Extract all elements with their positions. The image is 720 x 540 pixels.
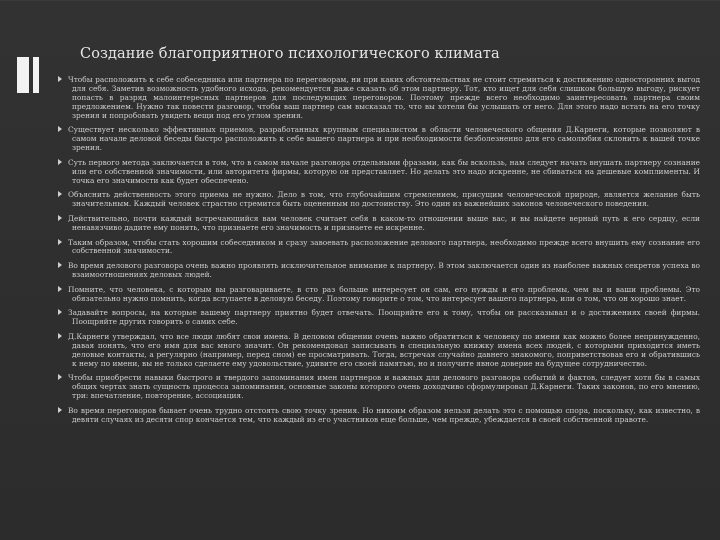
paragraph-text: Объяснить действенность этого приема не нужно. Дело в том, что глубочайшим стремлением, присущим человеческой природе, является желание быть значительным. Каждый человек страстно стремится быть оцененным по достоинству. Это один из важнейших законов человеческого поведения.	[68, 190, 700, 209]
arrow-bullet-icon	[58, 309, 62, 315]
bullet-paragraph	[58, 309, 700, 327]
paragraph-text: Чтобы расположить к себе собеседника или партнера по переговорам, ни при каких обстоятельствах не стоит стремиться к достижению односторонних выгод для себя. Заметив возможность удобного исхода, рекомендуется даже сказать об этом партнеру. Тот, кто ищет для себя слишком большую выгоду, рискует попасть в разряд малоинтересных партнеров для последующих переговоров. Поэтому прежде всего необходимо заинтересовать партнера своим предложением. Нужно так повести разговор, чтобы ваш партнер сам высказал то, что вы хотели бы услышать от него. Для этого надо встать на его точку зрения и попробовать увидеть вещи под его углом зрения.	[68, 75, 700, 120]
arrow-bullet-icon	[58, 76, 62, 82]
top-rule	[0, 0, 720, 1]
arrow-bullet-icon	[58, 126, 62, 132]
arrow-bullet-icon	[58, 262, 62, 268]
bullet-paragraph	[58, 286, 700, 304]
arrow-bullet-icon	[58, 159, 62, 165]
arrow-bullet-icon	[58, 286, 62, 292]
paragraph-text: Чтобы приобрести навыки быстрого и твердого запоминания имен партнеров и важных для делового разговора событий и фактов, следует хотя бы в самых общих чертах знать сущность процесса запоминания, основные законы которого очень доходчиво сформулировал Д.Карнеги. Таких законов, по его мнению, три: впечатление, повторение, ассоциация.	[68, 373, 700, 401]
arrow-bullet-icon	[58, 239, 62, 245]
arrow-bullet-icon	[58, 374, 62, 380]
accent-bar	[17, 57, 29, 93]
bullet-paragraph	[58, 126, 700, 153]
paragraph-text: Во время переговоров бывает очень трудно отстоять свою точку зрения. Но никоим образом нельзя делать это с помощью спора, поскольку, как известно, в девяти случаях из десяти спор кончается тем, что каждый из его участников еще больше, чем прежде, убеждается в своей собственной правоте.	[68, 405, 700, 424]
bullet-paragraph	[58, 159, 700, 186]
bullet-paragraph	[58, 191, 700, 209]
bullet-paragraph	[58, 407, 700, 425]
paragraph-text: Д.Карнеги утверждал, что все люди любят свои имена. В деловом общении очень важно обратиться к человеку по имени как можно более непринужденно, давая понять, что его имя для вас много значит. Он рекомендовал записывать в специальную книжку имена всех людей, с которыми приходится иметь деловые контакты, а регулярно (например, перед сном) ее просматривать. Тогда, встречая случайно давнего знакомого, поприветствовав его и обратившись к нему по имени, вы не только сделаете ему удовольствие, удивите его своей памятью, но и получите явное доверие на будущее сотрудничество.	[68, 332, 700, 368]
slide-body	[58, 76, 700, 431]
arrow-bullet-icon	[58, 407, 62, 413]
bullet-paragraph	[58, 374, 700, 401]
paragraph-text: Таким образом, чтобы стать хорошим собеседником и сразу завоевать расположение делового партнера, необходимо прежде всего внушить ему сознание его собственной значимости.	[68, 237, 700, 256]
paragraph-text: Существует несколько эффективных приемов, разработанных крупным специалистом в области человеческого общения Д.Карнеги, которые позволяют в самом начале деловой беседы быстро расположить к себе вашего партнера и при необходимости безболезненно для его самолюбия склонить к вашей точке зрения.	[68, 125, 700, 153]
arrow-bullet-icon	[58, 215, 62, 221]
bullet-paragraph	[58, 239, 700, 257]
bullet-paragraph	[58, 333, 700, 369]
accent-bar-narrow	[33, 57, 39, 93]
arrow-bullet-icon	[58, 191, 62, 197]
paragraph-text: Задавайте вопросы, на которые вашему партнеру приятно будет отвечать. Поощряйте его к тому, чтобы он рассказывал и о достижениях своей фирмы. Поощряйте других говорить о самих себе.	[68, 308, 700, 327]
slide-title: Создание благоприятного психологического климата	[80, 46, 500, 62]
bullet-paragraph	[58, 215, 700, 233]
paragraph-text: Действительно, почти каждый встречающийся вам человек считает себя в каком-то отношении выше вас, и вы найдете верный путь к его сердцу, если ненавязчиво дадите ему понять, что признаете его значимость и признаете ее искренне.	[68, 213, 700, 232]
bullet-paragraph	[58, 262, 700, 280]
bullet-paragraph	[58, 76, 700, 121]
arrow-bullet-icon	[58, 333, 62, 339]
paragraph-text: Суть первого метода заключается в том, что в самом начале разговора отдельными фразами, как бы вскользь, нам следует начать внушать партнеру сознание или его собственной значимости, или авторитета фирмы, которую он представляет. Но делать это надо искренне, не сбиваться на дешевые комплименты. И точка его значимости как будет обеспечено.	[68, 157, 700, 185]
paragraph-text: Во время делового разговора очень важно проявлять исключительное внимание к партнеру. В этом заключается один из наиболее важных секретов успеха во взаимоотношениях деловых людей.	[68, 261, 700, 280]
paragraph-text: Помните, что человека, с которым вы разговариваете, в сто раз больше интересует он сам, его нужды и его проблемы, чем вы и ваши проблемы. Это обязательно нужно помнить, когда вступаете в деловую беседу. Поэтому говорите о том, что интересует вашего партнера, или о том, что он хорошо знает.	[68, 284, 700, 303]
